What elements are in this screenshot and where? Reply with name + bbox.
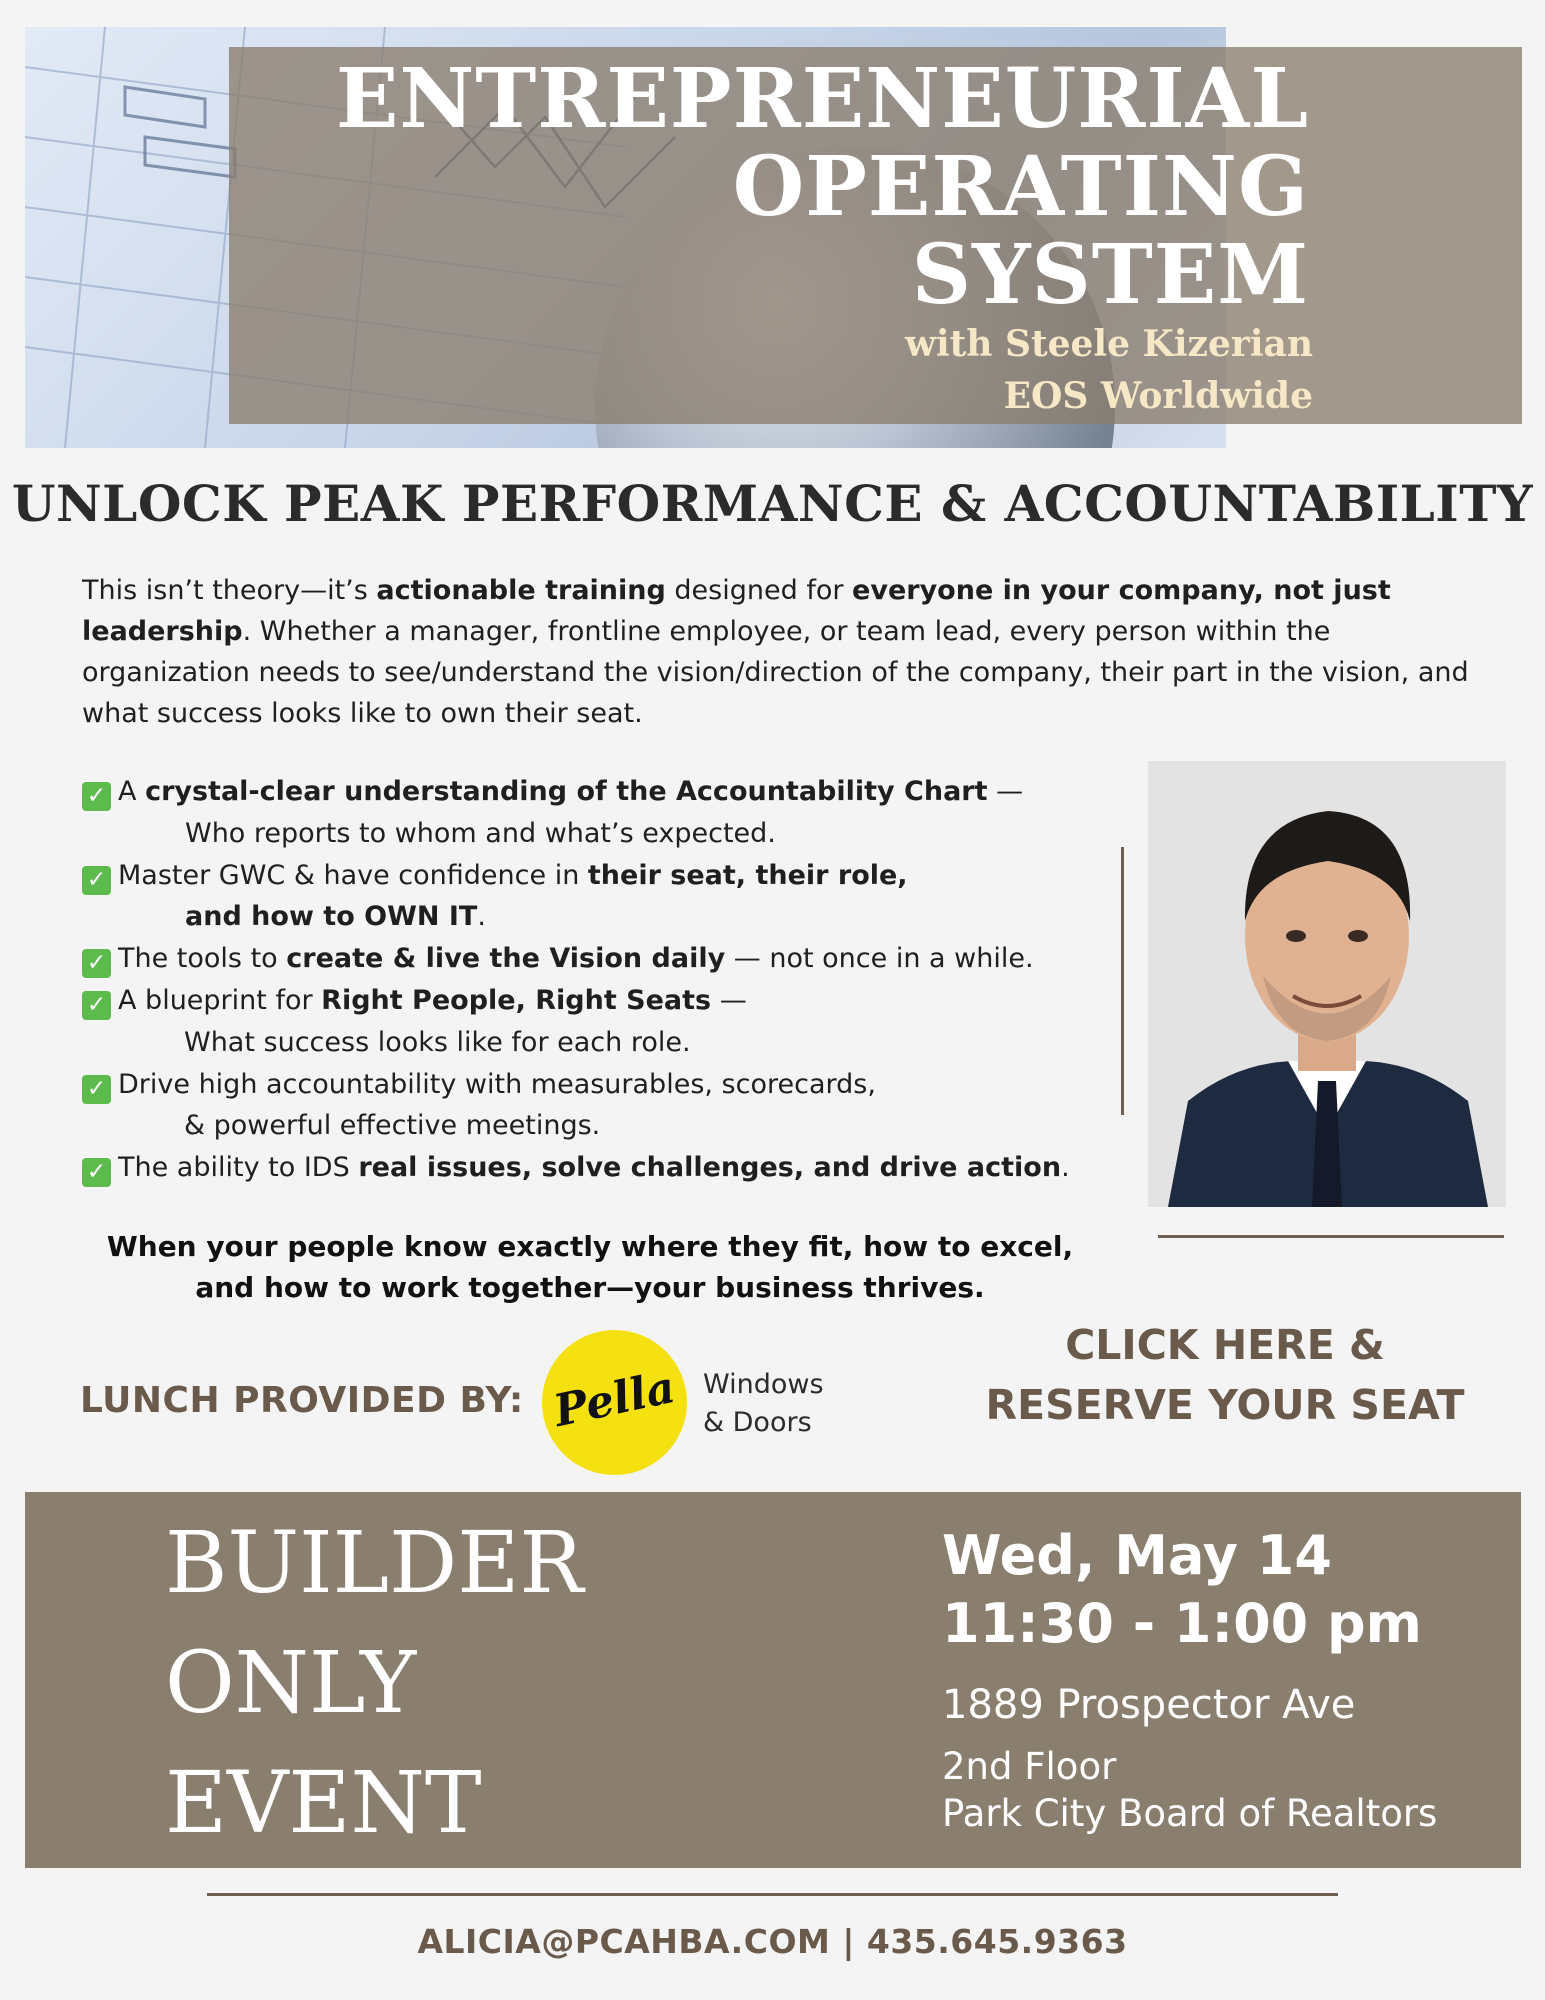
event-type-line: EVENT xyxy=(165,1754,482,1853)
intro-paragraph xyxy=(82,570,1472,734)
closing-statement: When your people know exactly where they fit, how to excel, and how to work together—your business thrives. xyxy=(106,1230,1074,1304)
presenter-portrait-graphic xyxy=(1148,761,1506,1207)
contact-info[interactable]: ALICIA@PCAHBA.COM | 435.645.9363 xyxy=(417,1922,1128,1961)
presenter-photo xyxy=(1148,761,1506,1207)
list-item xyxy=(82,980,1112,1064)
bullet-bold: crystal-clear understanding of the Accountability Chart xyxy=(145,776,988,807)
list-item xyxy=(82,771,1112,855)
bullet-text: — xyxy=(987,776,1024,807)
presenter-name: with Steele Kizerian xyxy=(904,323,1313,365)
bullet-text: Master GWC & have confidence in xyxy=(118,859,588,891)
reserve-seat-link[interactable] xyxy=(980,1315,1470,1435)
bullet-text: — xyxy=(711,984,747,1016)
checkmark-icon: ✓ xyxy=(82,1075,111,1104)
pella-tagline-line: Windows xyxy=(703,1369,824,1400)
divider-vertical xyxy=(1121,847,1124,1115)
bullet-bold: Right People, Right Seats xyxy=(321,984,712,1016)
checkmark-icon: ✓ xyxy=(82,1158,111,1187)
list-item xyxy=(82,1147,1112,1189)
intro-text: designed for xyxy=(665,575,853,606)
bullet-text: . xyxy=(477,901,486,933)
bullet-text: . xyxy=(1061,1152,1070,1184)
checkmark-icon: ✓ xyxy=(82,949,111,978)
event-type-title xyxy=(165,1504,583,1864)
title-line: OPERATING xyxy=(732,139,1309,235)
bullet-text: The ability to IDS xyxy=(118,1152,359,1184)
intro-text: This isn’t theory—it’s xyxy=(82,575,377,606)
bullet-text: Drive high accountability with measurables, scorecards, xyxy=(118,1068,876,1100)
event-type-line: ONLY xyxy=(165,1634,417,1733)
bullet-continuation: What success looks like for each role. xyxy=(184,1026,691,1058)
title-line: SYSTEM xyxy=(911,227,1309,323)
bullet-text: A xyxy=(118,776,146,807)
intro-text: . Whether a manager, frontline employee, or team lead, every person within the organization needs to see/understand the vision/direction of the company, their part in the vision, and what success looks like to own their seat. xyxy=(82,616,1469,729)
bullet-continuation xyxy=(82,896,1112,938)
pella-tagline xyxy=(703,1366,824,1442)
event-address: 1889 Prospector Ave xyxy=(942,1682,1356,1728)
event-floor: 2nd Floor xyxy=(942,1745,1117,1788)
list-item xyxy=(82,855,1112,939)
bullet-bold: their seat, their role, xyxy=(587,859,908,891)
bullet-text: — not once in a while. xyxy=(725,943,1034,975)
benefits-list xyxy=(82,771,1112,1189)
event-time: 11:30 - 1:00 pm xyxy=(942,1592,1422,1655)
event-venue: Park City Board of Realtors xyxy=(942,1792,1438,1835)
bullet-bold: real issues, solve challenges, and drive action xyxy=(358,1152,1062,1184)
bullet-continuation: Who reports to whom and what’s expected. xyxy=(185,817,776,849)
event-date-time xyxy=(942,1522,1422,1658)
list-item xyxy=(82,938,1112,980)
lunch-sponsor-label: LUNCH PROVIDED BY: xyxy=(80,1380,524,1421)
checkmark-icon: ✓ xyxy=(82,866,111,895)
main-title xyxy=(209,51,1309,323)
pella-logo xyxy=(542,1330,687,1475)
checkmark-icon: ✓ xyxy=(82,782,111,811)
event-details-band xyxy=(25,1492,1521,1868)
bullet-continuation: & powerful effective meetings. xyxy=(184,1110,601,1142)
bullet-text: The tools to xyxy=(118,943,287,975)
presenter-org: EOS Worldwide xyxy=(1003,375,1313,417)
bullet-bold: create & live the Vision daily xyxy=(286,943,726,975)
bullet-bold: and how to OWN IT xyxy=(185,901,478,933)
divider-horizontal xyxy=(1158,1235,1504,1238)
event-type-line: BUILDER xyxy=(165,1514,584,1613)
event-location-details xyxy=(942,1743,1437,1837)
presenter-subtitle xyxy=(613,318,1313,422)
cta-line[interactable]: CLICK HERE & xyxy=(1065,1321,1385,1369)
title-line: ENTREPRENEURIAL xyxy=(335,51,1309,147)
bullet-text: A blueprint for xyxy=(118,984,322,1016)
pella-logo-text: Pella xyxy=(549,1361,680,1438)
intro-bold: actionable training xyxy=(376,575,666,606)
cta-line[interactable]: RESERVE YOUR SEAT xyxy=(985,1381,1465,1429)
pella-tagline-line: & Doors xyxy=(703,1407,812,1438)
list-item xyxy=(82,1064,1112,1148)
intro-bold: everyone in your company, not just leadership xyxy=(82,575,1391,647)
checkmark-icon: ✓ xyxy=(82,991,111,1020)
event-date: Wed, May 14 xyxy=(942,1524,1332,1587)
headline: UNLOCK PEAK PERFORMANCE & ACCOUNTABILITY xyxy=(11,474,1534,533)
footer-divider xyxy=(207,1893,1338,1896)
